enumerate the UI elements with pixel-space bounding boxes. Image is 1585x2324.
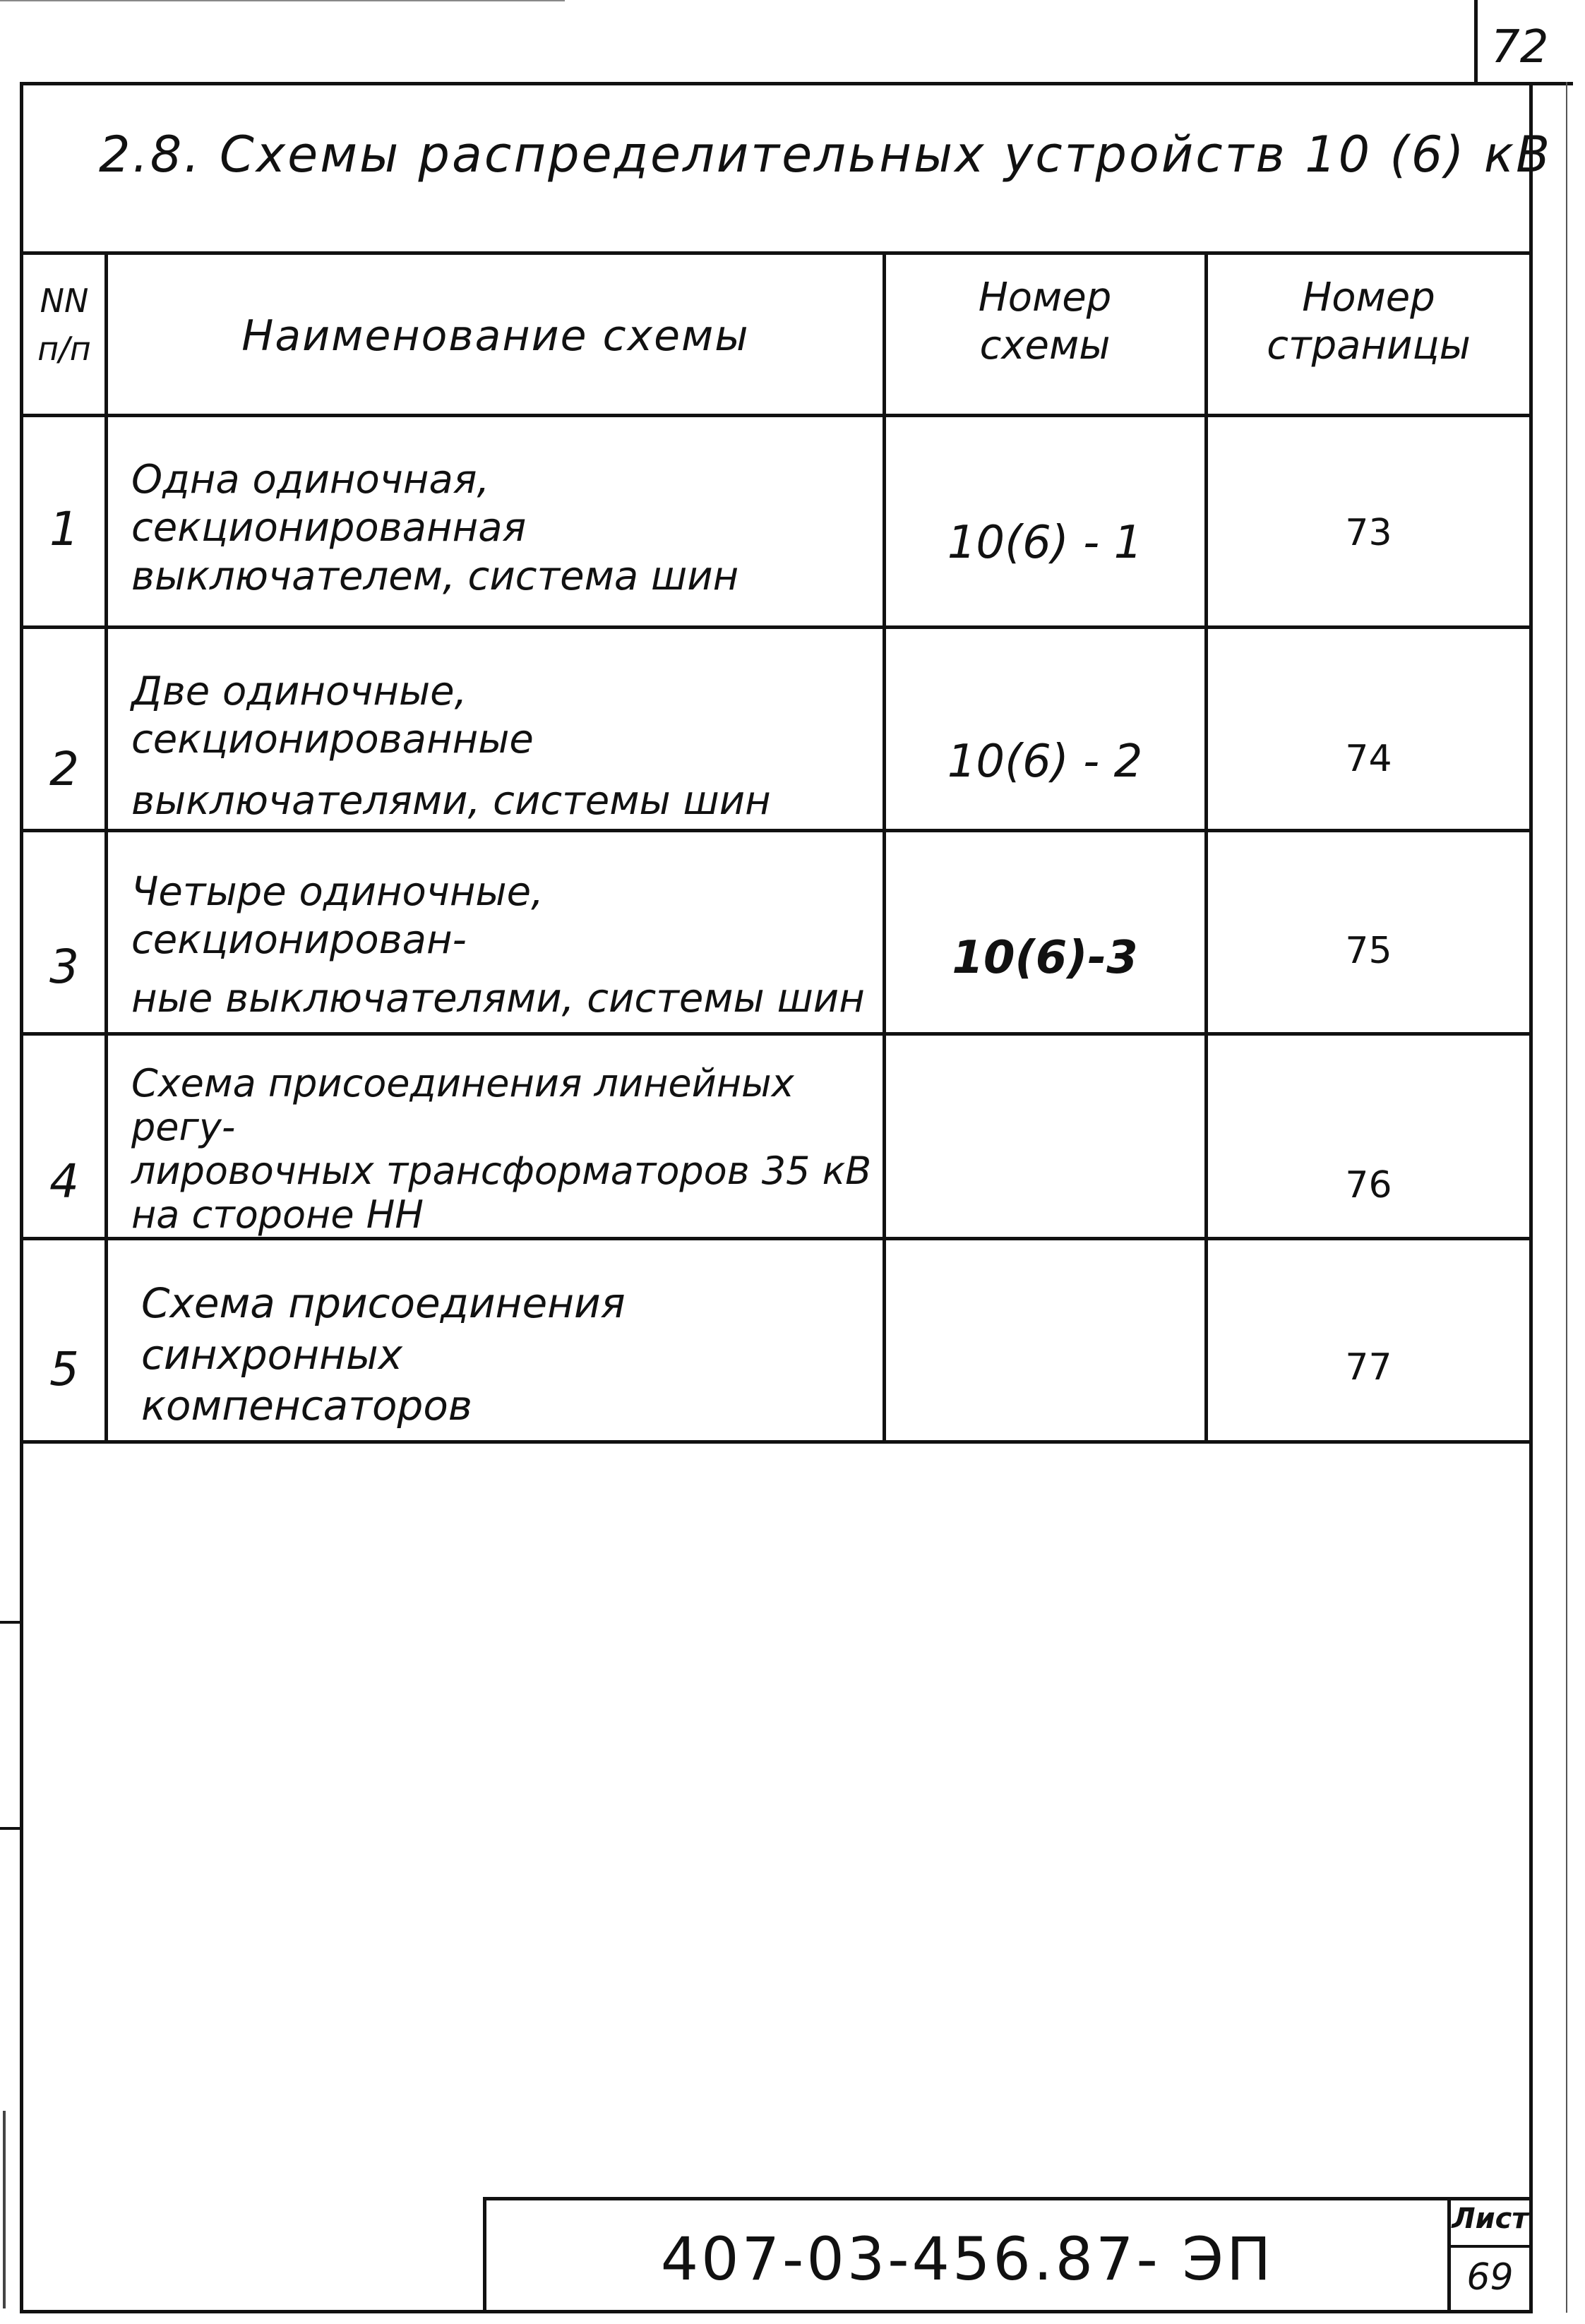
header-scheme-no-line1: Номер (978, 275, 1112, 321)
row2-name-line2: выключателями, системы шин (131, 777, 771, 824)
row2-name-line1: Две одиночные, секционированные (131, 669, 534, 763)
row4-name-line1: Схема присоединения линейных регу- (131, 1061, 794, 1150)
col3-line (1204, 251, 1208, 1444)
frame-top (20, 82, 1573, 85)
top-faint-line (0, 0, 565, 1)
col2-line (883, 251, 886, 1444)
row1-name-line2: выключателем, система шин (131, 553, 739, 599)
stamp-top-line (483, 2197, 1533, 2200)
header-num (25, 281, 103, 369)
stamp-left-line (483, 2197, 486, 2313)
row3-name-line1: Четыре одиночные, секционирован- (131, 869, 544, 964)
frame-bottom (20, 2310, 1533, 2313)
row1-bottom-line (20, 625, 1533, 629)
row2-bottom-line (20, 829, 1533, 832)
row2-scheme-no: 10(6) - 2 (947, 736, 1143, 788)
row5-name (141, 1278, 880, 1432)
stamp-sheet-number: 69 (1466, 2256, 1514, 2299)
row2-page-no: 74 (1345, 738, 1392, 780)
row1-num: 1 (49, 502, 79, 556)
stamp-sheet-label: Лист (1452, 2203, 1529, 2235)
row5-page-no: 77 (1345, 1346, 1392, 1389)
corner-divider (1474, 0, 1478, 83)
left-tick-1 (0, 1621, 21, 1624)
row3-scheme-no: 10(6)-3 (952, 932, 1138, 984)
row1-name (131, 456, 880, 601)
sheet-corner-number: 72 (1491, 21, 1549, 73)
row4-name (131, 1062, 880, 1237)
header-page-no (1208, 274, 1529, 371)
row1-name-line1: Одна одиночная, секционированная (131, 457, 527, 551)
row5-bottom-line (20, 1440, 1533, 1444)
row3-page-no: 75 (1345, 930, 1392, 972)
header-page-no-line1: Номер (1302, 275, 1435, 321)
table-top-line (20, 251, 1533, 255)
col1-line (104, 251, 108, 1444)
header-name: Наименование схемы (241, 311, 750, 361)
header-page-no-line2: страницы (1267, 323, 1471, 369)
left-margin-mark (3, 2111, 6, 2308)
row2-num: 2 (49, 742, 79, 796)
row5-name-line2: компенсаторов (141, 1382, 472, 1430)
row1-page-no: 73 (1345, 512, 1392, 554)
left-tick-2 (0, 1827, 21, 1830)
row4-name-line2: лировочных трансформаторов 35 кВ (131, 1149, 872, 1194)
row1-scheme-no: 10(6) - 1 (947, 517, 1143, 569)
stamp-doc-code: 407-03-456.87- ЭП (660, 2224, 1274, 2294)
header-scheme-no-line2: схемы (979, 323, 1111, 369)
row3-num: 3 (49, 940, 79, 994)
section-title: 2.8. Схемы распределительных устройств 10 (6) кВ (99, 126, 1553, 184)
row3-name-line2: ные выключателями, системы шин (131, 975, 865, 1022)
frame-right-outer (1566, 82, 1567, 2313)
row2-name (131, 668, 880, 825)
header-scheme-no (886, 274, 1204, 371)
row4-page-no: 76 (1345, 1164, 1392, 1206)
header-num-line2: п/п (37, 330, 91, 369)
row5-num: 5 (49, 1342, 79, 1396)
header-num-line1: NN (40, 282, 89, 320)
row4-name-line3: на стороне НН (131, 1192, 424, 1238)
row4-num: 4 (49, 1154, 79, 1209)
row5-name-line1: Схема присоединения синхронных (141, 1279, 626, 1379)
header-bottom-line (20, 414, 1533, 417)
row4-bottom-line (20, 1237, 1533, 1240)
stamp-sheet-mid-line (1447, 2245, 1533, 2248)
row3-bottom-line (20, 1032, 1533, 1036)
row3-name (131, 868, 880, 1023)
